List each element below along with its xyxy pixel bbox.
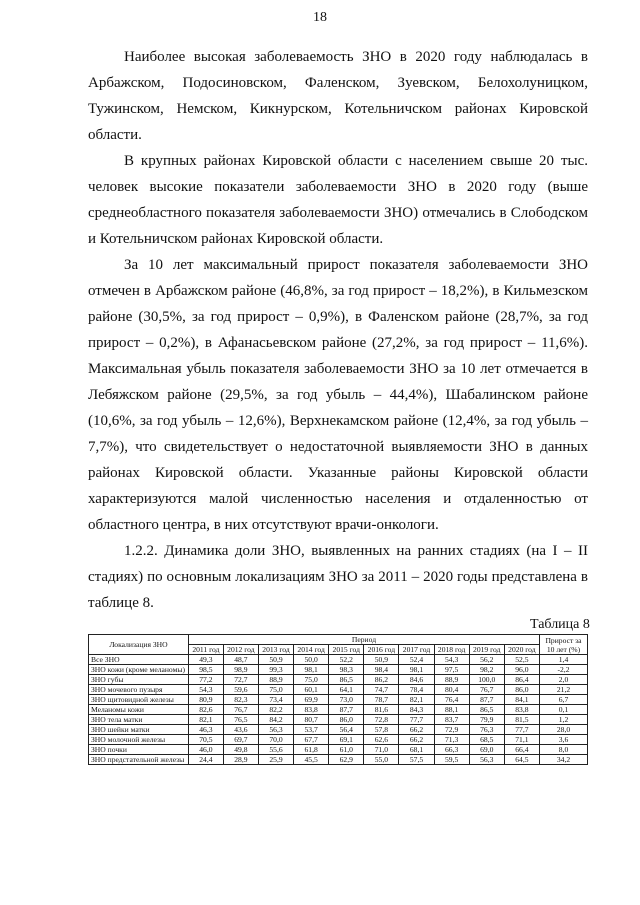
cell-share-value: 100,0 bbox=[469, 675, 504, 685]
cell-share-value: 78,7 bbox=[364, 695, 399, 705]
cell-share-value: 86,2 bbox=[364, 675, 399, 685]
cell-share-value: 88,1 bbox=[434, 705, 469, 715]
cell-share-value: 49,3 bbox=[189, 655, 224, 665]
cell-share-value: 55,0 bbox=[364, 755, 399, 765]
cell-share-value: 98,1 bbox=[399, 665, 434, 675]
cell-share-value: 75,0 bbox=[294, 675, 329, 685]
cell-share-value: 24,4 bbox=[189, 755, 224, 765]
cell-share-value: 86,5 bbox=[469, 705, 504, 715]
cell-share-value: 72,9 bbox=[434, 725, 469, 735]
cell-share-value: 83,7 bbox=[434, 715, 469, 725]
cell-share-value: 80,4 bbox=[434, 685, 469, 695]
cell-share-value: 83,8 bbox=[504, 705, 539, 715]
table-row bbox=[89, 665, 588, 675]
cell-share-value: 76,7 bbox=[469, 685, 504, 695]
cell-share-value: 84,3 bbox=[399, 705, 434, 715]
paragraph-ten-year-growth: За 10 лет максимальный прирост показателя заболеваемости ЗНО отмечен в Арбажском районе (46,8%, за год прирост – 18,2%), в Кильмезском районе (30,5%, за год прирост – 0,9%), в Фаленском районе (28,7%, за год прирост – 0,2%), в Афанасьевском районе (27,2%, за год прирост – 11,6%). Максимальная убыль показателя заболеваемости ЗНО за 10 лет отмечается в Лебяжском районе (29,5%, за год убыль – 44,4%), Шабалинском районе (10,6%, за год убыль – 12,6%), Верхнекамском районе (12,4%, за год убыль – 7,7%), что свидетельствует о недостаточной выявляемости ЗНО в данных районах Кировской области. Указанные районы Кировской области характеризуются малой численностью населения и отдаленностью от областного центра, в них отсутствуют врачи-онкологи. bbox=[88, 257, 588, 533]
table-row bbox=[89, 655, 588, 665]
table-caption: Таблица 8 bbox=[530, 617, 590, 632]
row-localization: ЗНО губы bbox=[89, 675, 189, 685]
cell-share-value: 82,1 bbox=[399, 695, 434, 705]
row-localization: ЗНО мочевого пузыря bbox=[89, 685, 189, 695]
cell-share-value: 73,0 bbox=[329, 695, 364, 705]
table-row bbox=[89, 735, 588, 745]
header-year: 2011 год bbox=[189, 645, 224, 655]
cell-share-value: 55,6 bbox=[258, 745, 293, 755]
row-localization: ЗНО предстательной железы bbox=[89, 755, 189, 765]
cell-share-value: 56,3 bbox=[469, 755, 504, 765]
cell-share-value: 46,3 bbox=[189, 725, 224, 735]
cell-share-value: 50,9 bbox=[364, 655, 399, 665]
cell-share-value: 66,3 bbox=[434, 745, 469, 755]
cell-share-value: 97,5 bbox=[434, 665, 469, 675]
cell-share-value: 70,5 bbox=[189, 735, 224, 745]
cell-share-value: 72,7 bbox=[223, 675, 258, 685]
row-localization: Все ЗНО bbox=[89, 655, 189, 665]
table-header-row bbox=[89, 635, 588, 645]
cell-share-value: 80,7 bbox=[294, 715, 329, 725]
cell-share-value: 50,0 bbox=[294, 655, 329, 665]
cell-growth-value: 28,0 bbox=[540, 725, 588, 735]
cell-share-value: 98,9 bbox=[223, 665, 258, 675]
table-row bbox=[89, 695, 588, 705]
cell-share-value: 52,5 bbox=[504, 655, 539, 665]
cell-share-value: 76,3 bbox=[469, 725, 504, 735]
page-number: 18 bbox=[313, 10, 327, 25]
cell-share-value: 69,0 bbox=[469, 745, 504, 755]
row-localization: ЗНО шейки матки bbox=[89, 725, 189, 735]
cell-share-value: 69,7 bbox=[223, 735, 258, 745]
cell-share-value: 54,3 bbox=[434, 655, 469, 665]
cell-share-value: 79,9 bbox=[469, 715, 504, 725]
cell-share-value: 25,9 bbox=[258, 755, 293, 765]
early-stage-share-table bbox=[88, 634, 588, 765]
cell-share-value: 61,8 bbox=[294, 745, 329, 755]
cell-share-value: 69,9 bbox=[294, 695, 329, 705]
cell-share-value: 86,5 bbox=[329, 675, 364, 685]
cell-share-value: 86,4 bbox=[504, 675, 539, 685]
cell-share-value: 66,2 bbox=[399, 735, 434, 745]
cell-share-value: 66,2 bbox=[399, 725, 434, 735]
paragraph-early-stage-intro: 1.2.2. Динамика доли ЗНО, выявленных на ранних стадиях (на I – II стадиях) по основным локализациям ЗНО за 2011 – 2020 годы представлена в таблице 8. bbox=[88, 543, 588, 611]
cell-share-value: 73,4 bbox=[258, 695, 293, 705]
cell-share-value: 56,2 bbox=[469, 655, 504, 665]
cell-share-value: 77,2 bbox=[189, 675, 224, 685]
cell-share-value: 45,5 bbox=[294, 755, 329, 765]
header-year: 2015 год bbox=[329, 645, 364, 655]
cell-share-value: 50,9 bbox=[258, 655, 293, 665]
cell-share-value: 69,1 bbox=[329, 735, 364, 745]
cell-growth-value: 8,0 bbox=[540, 745, 588, 755]
cell-share-value: 57,8 bbox=[364, 725, 399, 735]
cell-share-value: 56,3 bbox=[258, 725, 293, 735]
cell-share-value: 52,2 bbox=[329, 655, 364, 665]
row-localization: ЗНО тела матки bbox=[89, 715, 189, 725]
cell-share-value: 72,8 bbox=[364, 715, 399, 725]
header-year: 2020 год bbox=[504, 645, 539, 655]
cell-share-value: 87,7 bbox=[469, 695, 504, 705]
table-row bbox=[89, 705, 588, 715]
cell-share-value: 98,5 bbox=[189, 665, 224, 675]
cell-share-value: 84,1 bbox=[504, 695, 539, 705]
cell-growth-value: -2,2 bbox=[540, 665, 588, 675]
cell-share-value: 71,3 bbox=[434, 735, 469, 745]
cell-share-value: 75,0 bbox=[258, 685, 293, 695]
cell-share-value: 99,3 bbox=[258, 665, 293, 675]
cell-share-value: 59,5 bbox=[434, 755, 469, 765]
header-year: 2017 год bbox=[399, 645, 434, 655]
table-row bbox=[89, 685, 588, 695]
cell-share-value: 62,6 bbox=[364, 735, 399, 745]
header-growth: Прирост за 10 лет (%) bbox=[540, 635, 588, 655]
header-year: 2018 год bbox=[434, 645, 469, 655]
cell-share-value: 88,9 bbox=[258, 675, 293, 685]
cell-share-value: 81,5 bbox=[504, 715, 539, 725]
cell-share-value: 74,7 bbox=[364, 685, 399, 695]
cell-share-value: 76,4 bbox=[434, 695, 469, 705]
header-year: 2016 год bbox=[364, 645, 399, 655]
cell-share-value: 84,6 bbox=[399, 675, 434, 685]
cell-share-value: 98,2 bbox=[469, 665, 504, 675]
cell-share-value: 76,7 bbox=[223, 705, 258, 715]
cell-share-value: 70,0 bbox=[258, 735, 293, 745]
cell-share-value: 43,6 bbox=[223, 725, 258, 735]
cell-growth-value: 1,4 bbox=[540, 655, 588, 665]
row-localization: ЗНО кожи (кроме меланомы) bbox=[89, 665, 189, 675]
cell-share-value: 98,1 bbox=[294, 665, 329, 675]
cell-share-value: 96,0 bbox=[504, 665, 539, 675]
cell-share-value: 84,2 bbox=[258, 715, 293, 725]
cell-share-value: 64,5 bbox=[504, 755, 539, 765]
cell-share-value: 56,4 bbox=[329, 725, 364, 735]
cell-share-value: 83,8 bbox=[294, 705, 329, 715]
cell-share-value: 61,0 bbox=[329, 745, 364, 755]
cell-share-value: 46,0 bbox=[189, 745, 224, 755]
table-row bbox=[89, 715, 588, 725]
cell-share-value: 71,0 bbox=[364, 745, 399, 755]
cell-growth-value: 6,7 bbox=[540, 695, 588, 705]
cell-share-value: 64,1 bbox=[329, 685, 364, 695]
table-row bbox=[89, 675, 588, 685]
table-row bbox=[89, 755, 588, 765]
cell-share-value: 57,5 bbox=[399, 755, 434, 765]
cell-share-value: 49,8 bbox=[223, 745, 258, 755]
cell-share-value: 98,3 bbox=[329, 665, 364, 675]
row-localization: ЗНО почки bbox=[89, 745, 189, 755]
cell-share-value: 77,7 bbox=[399, 715, 434, 725]
header-localization: Локализация ЗНО bbox=[89, 635, 189, 655]
cell-share-value: 86,0 bbox=[504, 685, 539, 695]
cell-growth-value: 1,2 bbox=[540, 715, 588, 725]
cell-share-value: 81,6 bbox=[364, 705, 399, 715]
cell-share-value: 59,6 bbox=[223, 685, 258, 695]
cell-share-value: 53,7 bbox=[294, 725, 329, 735]
cell-share-value: 68,5 bbox=[469, 735, 504, 745]
cell-growth-value: 3,6 bbox=[540, 735, 588, 745]
cell-share-value: 68,1 bbox=[399, 745, 434, 755]
table-row bbox=[89, 745, 588, 755]
paragraph-highest-incidence: Наиболее высокая заболеваемость ЗНО в 2020 году наблюдалась в Арбажском, Подосиновском, Фаленском, Зуевском, Белохолуницком, Тужинском, Немском, Кикнурском, Котельничском районах Кировской области. bbox=[88, 49, 588, 143]
cell-share-value: 88,9 bbox=[434, 675, 469, 685]
table-body bbox=[89, 655, 588, 765]
cell-growth-value: 0,1 bbox=[540, 705, 588, 715]
cell-growth-value: 2,0 bbox=[540, 675, 588, 685]
cell-growth-value: 21,2 bbox=[540, 685, 588, 695]
table-row bbox=[89, 725, 588, 735]
cell-share-value: 82,6 bbox=[189, 705, 224, 715]
cell-share-value: 71,1 bbox=[504, 735, 539, 745]
cell-share-value: 54,3 bbox=[189, 685, 224, 695]
cell-share-value: 82,2 bbox=[258, 705, 293, 715]
cell-share-value: 67,7 bbox=[294, 735, 329, 745]
row-localization: ЗНО щитовидной железы bbox=[89, 695, 189, 705]
cell-share-value: 98,4 bbox=[364, 665, 399, 675]
cell-share-value: 86,0 bbox=[329, 715, 364, 725]
cell-share-value: 87,7 bbox=[329, 705, 364, 715]
cell-share-value: 77,7 bbox=[504, 725, 539, 735]
cell-share-value: 60,1 bbox=[294, 685, 329, 695]
header-year: 2014 год bbox=[294, 645, 329, 655]
cell-share-value: 76,5 bbox=[223, 715, 258, 725]
header-year: 2012 год bbox=[223, 645, 258, 655]
cell-share-value: 48,7 bbox=[223, 655, 258, 665]
cell-share-value: 28,9 bbox=[223, 755, 258, 765]
cell-share-value: 52,4 bbox=[399, 655, 434, 665]
paragraph-large-districts: В крупных районах Кировской области с населением свыше 20 тыс. человек высокие показатели заболеваемости ЗНО в 2020 году (выше среднеобластного показателя заболеваемости ЗНО) отмечались в Слободском и Котельничском районах Кировской области. bbox=[88, 153, 588, 247]
row-localization: Меланомы кожи bbox=[89, 705, 189, 715]
cell-share-value: 82,1 bbox=[189, 715, 224, 725]
cell-share-value: 66,4 bbox=[504, 745, 539, 755]
row-localization: ЗНО молочной железы bbox=[89, 735, 189, 745]
cell-share-value: 78,4 bbox=[399, 685, 434, 695]
cell-share-value: 62,9 bbox=[329, 755, 364, 765]
cell-share-value: 82,3 bbox=[223, 695, 258, 705]
cell-share-value: 80,9 bbox=[189, 695, 224, 705]
header-year: 2019 год bbox=[469, 645, 504, 655]
cell-growth-value: 34,2 bbox=[540, 755, 588, 765]
header-period: Период bbox=[189, 635, 540, 645]
header-year: 2013 год bbox=[258, 645, 293, 655]
